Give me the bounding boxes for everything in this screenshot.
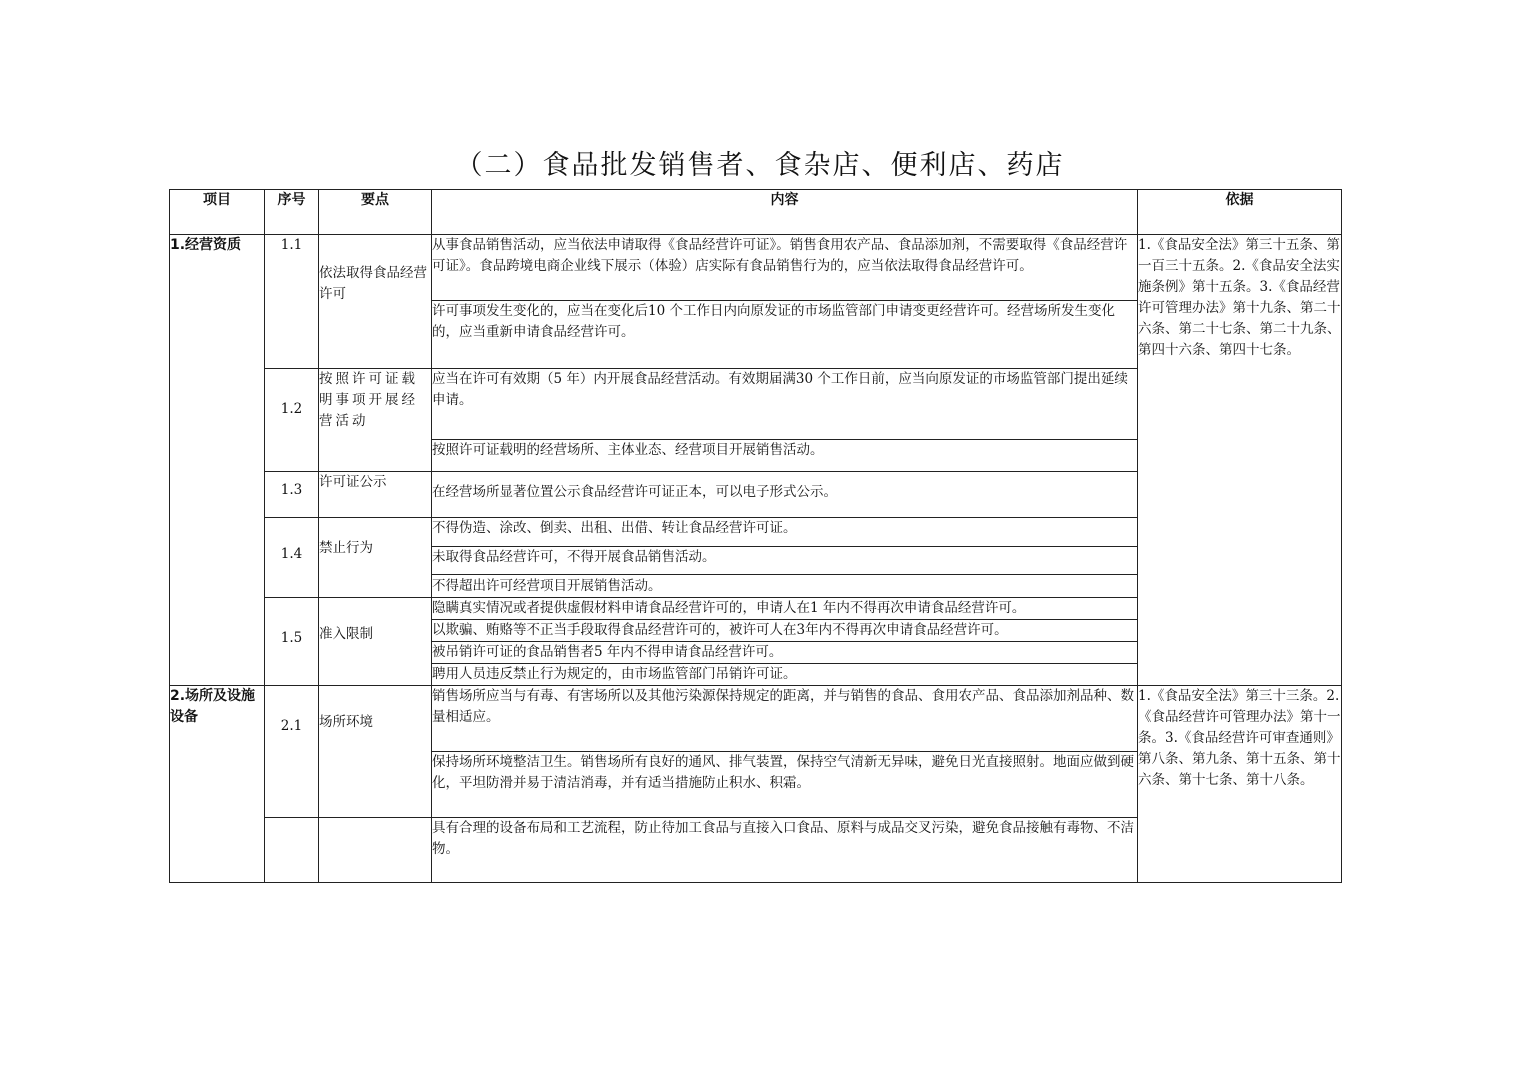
content-cell: 按照许可证载明的经营场所、主体业态、经营项目开展销售活动。 bbox=[432, 440, 1138, 472]
content-cell: 以欺骗、贿赂等不正当手段取得食品经营许可的，被许可人在3年内不得再次申请食品经营许可。 bbox=[432, 620, 1138, 642]
seq-number: 1.1 bbox=[265, 235, 319, 369]
key-point: 场所环境 bbox=[319, 686, 432, 818]
header-point: 要点 bbox=[319, 190, 432, 235]
content-cell: 聘用人员违反禁止行为规定的，由市场监管部门吊销许可证。 bbox=[432, 664, 1138, 686]
header-basis: 依据 bbox=[1138, 190, 1342, 235]
key-point: 按照许可证载明事项开展经营活动 bbox=[319, 369, 432, 472]
content-cell: 应当在许可有效期（5 年）内开展食品经营活动。有效期届满30 个工作日前，应当向原发证的市场监管部门提出延续申请。 bbox=[432, 369, 1138, 440]
header-seq: 序号 bbox=[265, 190, 319, 235]
seq-number: 1.2 bbox=[265, 369, 319, 472]
content-cell: 保持场所环境整洁卫生。销售场所有良好的通风、排气装置，保持空气清新无异味，避免日光直接照射。地面应做到硬化，平坦防滑并易于清洁消毒，并有适当措施防止积水、积霜。 bbox=[432, 752, 1138, 818]
key-point bbox=[319, 818, 432, 883]
key-point: 禁止行为 bbox=[319, 518, 432, 598]
seq-number bbox=[265, 818, 319, 883]
seq-number: 1.3 bbox=[265, 472, 319, 518]
table-row bbox=[170, 235, 1342, 301]
header-row bbox=[170, 190, 1342, 235]
header-item: 项目 bbox=[170, 190, 265, 235]
header-content: 内容 bbox=[432, 190, 1138, 235]
content-cell: 不得超出许可经营项目开展销售活动。 bbox=[432, 575, 1138, 598]
section-name: 2.场所及设施设备 bbox=[170, 686, 265, 883]
inspection-table bbox=[169, 189, 1342, 883]
content-cell: 被吊销许可证的食品销售者5 年内不得申请食品经营许可。 bbox=[432, 642, 1138, 664]
section-name: 1.经营资质 bbox=[170, 235, 265, 686]
seq-number: 2.1 bbox=[265, 686, 319, 818]
basis-cell: 1.《食品安全法》第三十三条。2.《食品经营许可管理办法》第十一条。3.《食品经营许可审查通则》第八条、第九条、第十五条、第十六条、第十七条、第十八条。 bbox=[1138, 686, 1342, 883]
content-cell: 具有合理的设备布局和工艺流程，防止待加工食品与直接入口食品、原料与成品交叉污染，避免食品接触有毒物、不洁物。 bbox=[432, 818, 1138, 883]
content-cell: 不得伪造、涂改、倒卖、出租、出借、转让食品经营许可证。 bbox=[432, 518, 1138, 547]
basis-cell: 1.《食品安全法》第三十五条、第一百三十五条。2.《食品安全法实施条例》第十五条。3.《食品经营许可管理办法》第十九条、第二十六条、第二十七条、第二十九条、第四十六条、第四十七条。 bbox=[1138, 235, 1342, 686]
key-point: 许可证公示 bbox=[319, 472, 432, 518]
seq-number: 1.5 bbox=[265, 598, 319, 686]
content-cell: 隐瞒真实情况或者提供虚假材料申请食品经营许可的，申请人在1 年内不得再次申请食品经营许可。 bbox=[432, 598, 1138, 620]
page-title: （二）食品批发销售者、食杂店、便利店、药店 bbox=[455, 150, 1065, 181]
content-cell: 在经营场所显著位置公示食品经营许可证正本，可以电子形式公示。 bbox=[432, 472, 1138, 518]
content-cell: 许可事项发生变化的，应当在变化后10 个工作日内向原发证的市场监管部门申请变更经营许可。经营场所发生变化的，应当重新申请食品经营许可。 bbox=[432, 301, 1138, 369]
key-point: 准入限制 bbox=[319, 598, 432, 686]
content-cell: 销售场所应当与有毒、有害场所以及其他污染源保持规定的距离，并与销售的食品、食用农产品、食品添加剂品种、数量相适应。 bbox=[432, 686, 1138, 752]
seq-number: 1.4 bbox=[265, 518, 319, 598]
table-row bbox=[170, 686, 1342, 752]
content-cell: 未取得食品经营许可，不得开展食品销售活动。 bbox=[432, 547, 1138, 575]
content-cell: 从事食品销售活动，应当依法申请取得《食品经营许可证》。销售食用农产品、食品添加剂，不需要取得《食品经营许可证》。食品跨境电商企业线下展示（体验）店实际有食品销售行为的，应当依法取得食品经营许可。 bbox=[432, 235, 1138, 301]
key-point: 依法取得食品经营许可 bbox=[319, 235, 432, 369]
